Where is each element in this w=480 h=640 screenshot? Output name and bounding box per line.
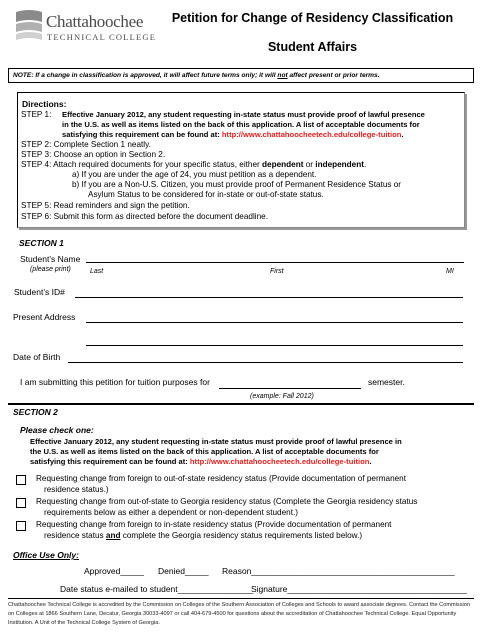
- step1-line3: satisfying this requirement can be found at: http://www.chattahoocheetech.edu/college-tuition.: [62, 130, 404, 139]
- lawful-presence-line1: Effective January 2012, any student requesting in-state status must provide proof of lawful presence in: [30, 437, 402, 446]
- step4-b2: Asylum Status to be considered for in-state or out-of-state status.: [88, 190, 324, 199]
- directions-heading: Directions:: [22, 99, 67, 109]
- office-use-text: Office Use Only: [13, 550, 77, 560]
- date-of-birth-field[interactable]: [68, 362, 463, 363]
- last-name-caption: Last: [90, 268, 104, 275]
- option2-line1: Requesting change from out-of-state to Georgia residency status (Complete the Georgia residency status: [36, 497, 418, 506]
- lawful-presence-line2: the U.S. as well as items listed on the back of this application. A list of acceptable documents for: [30, 447, 379, 456]
- semester-label: semester.: [368, 377, 405, 387]
- denied-field[interactable]: Denied_____: [158, 566, 209, 576]
- office-use-heading: Office Use Only:: [13, 550, 79, 560]
- note-pre: NOTE: If a change in classification is approved, it will affect future terms only; it will: [13, 72, 278, 79]
- section-divider: [8, 403, 474, 405]
- tuition-link[interactable]: http://www.chattahoocheetech.edu/college-tuition: [221, 130, 402, 139]
- note-post: affect present or prior terms.: [287, 72, 380, 79]
- semester-field[interactable]: [219, 388, 361, 389]
- tuition-link-2[interactable]: http://www.chattahoocheetech.edu/college-tuition: [189, 457, 370, 466]
- option-out-of-state-to-georgia-checkbox[interactable]: [16, 498, 26, 508]
- step1-label: STEP 1:: [21, 110, 52, 119]
- first-name-caption: First: [270, 268, 284, 275]
- semester-example: (example: Fall 2012): [250, 393, 314, 400]
- step1-line2: in the U.S. as well as items listed on the back of this application. A list of acceptable documents for: [62, 120, 420, 129]
- date-of-birth-label: Date of Birth: [13, 352, 61, 362]
- page-title: Petition for Change of Residency Classification: [171, 11, 454, 25]
- student-name-field[interactable]: [86, 262, 464, 263]
- mi-caption: MI: [446, 268, 454, 275]
- logo-subtitle: TECHNICAL COLLEGE: [47, 32, 157, 42]
- college-logo: [14, 6, 157, 50]
- please-print-hint: (please print): [30, 266, 71, 273]
- step1-line1: Effective January 2012, any student requesting in-state status must provide proof of lawful presence: [62, 110, 425, 119]
- student-id-field[interactable]: [75, 297, 463, 298]
- step3: STEP 3: Choose an option in Section 2.: [21, 150, 166, 159]
- accreditation-footer: Chattahoochee Technical College is accredited by the Commission on Colleges of the Southern Association of Colleges and Schools to award associate degrees. Contact the Commission on Colleges at 1866 Southern Lane, Decatur, Georgia 30033-4097 or call 404-679-4500 for questions about the accreditation of Chattahoochee Technical College. Equal Opportunity Institution. A Unit of the Technical College System of Georgia.: [8, 602, 470, 626]
- signature-field[interactable]: Signature______________________________________: [251, 584, 468, 594]
- option1-line1: Requesting change from foreign to out-of-state residency status (Provide documentation of permanent: [36, 474, 407, 483]
- step5: STEP 5: Read reminders and sign the petition.: [21, 201, 190, 210]
- section1-heading: SECTION 1: [19, 238, 64, 248]
- section2-heading: SECTION 2: [13, 407, 58, 417]
- step4-a: a) If you are under the age of 24, you must petition as a dependent.: [72, 170, 317, 179]
- note-box: [8, 68, 474, 83]
- footer-divider: [8, 598, 474, 599]
- option-foreign-to-in-state-checkbox[interactable]: [16, 521, 26, 531]
- option3-line2-pre: residence status: [44, 531, 106, 540]
- logo-name: Chattahoochee: [46, 12, 144, 31]
- option3-and: and: [105, 531, 121, 540]
- tuition-purposes-label: I am submitting this petition for tuition purposes for: [20, 377, 210, 387]
- page-subtitle: Student Affairs: [267, 40, 358, 54]
- reason-field[interactable]: Reason___________________________________________: [222, 566, 455, 576]
- student-id-label: Student’s ID#: [14, 287, 65, 297]
- logo-flag-icon: [14, 8, 44, 44]
- option1-line2: residence status.): [44, 485, 109, 494]
- option3-line1: Requesting change from foreign to in-state residency status (Provide documentation of permanent: [36, 520, 392, 529]
- present-address-label: Present Address: [13, 312, 76, 322]
- option3-line2-post: complete the Georgia residency status requirements listed below.): [120, 531, 363, 540]
- step6: STEP 6: Submit this form as directed before the document deadline.: [21, 212, 268, 221]
- step4-independent: independent: [315, 160, 364, 169]
- address-field-line1[interactable]: [86, 322, 463, 323]
- option-foreign-to-out-of-state-checkbox[interactable]: [16, 475, 26, 485]
- step4-or: or: [303, 160, 316, 169]
- emailed-date-field[interactable]: Date status e-mailed to student________________: [60, 584, 254, 594]
- lawful-presence-line3: satisfying this requirement can be found at: http://www.chattahoocheetech.edu/college-tuition.: [30, 457, 372, 466]
- student-name-label: Student’s Name: [20, 254, 81, 264]
- address-field-line2[interactable]: [86, 345, 463, 346]
- step1-line3-text: satisfying this requirement can be found at:: [62, 130, 222, 139]
- approved-field[interactable]: Approved_____: [84, 566, 145, 576]
- check-one-label: Please check one:: [20, 425, 94, 435]
- lawful-presence-line3-text: satisfying this requirement can be found at:: [30, 457, 190, 466]
- step4: STEP 4: Attach required documents for your specific status, either dependent or independent.: [21, 160, 367, 169]
- option3-line2: [44, 531, 362, 542]
- step4-dependent: dependent: [262, 160, 304, 169]
- option2-line2: requirements below as either a dependent or non-dependent student.): [44, 508, 298, 517]
- step2: STEP 2: Complete Section 1 neatly.: [21, 140, 151, 149]
- step4-b1: b) If you are a Non-U.S. Citizen, you must provide proof of Permanent Residence Status or: [72, 180, 402, 189]
- step4-text: STEP 4: Attach required documents for your specific status, either: [21, 160, 263, 169]
- note-emphasis: not: [277, 72, 288, 79]
